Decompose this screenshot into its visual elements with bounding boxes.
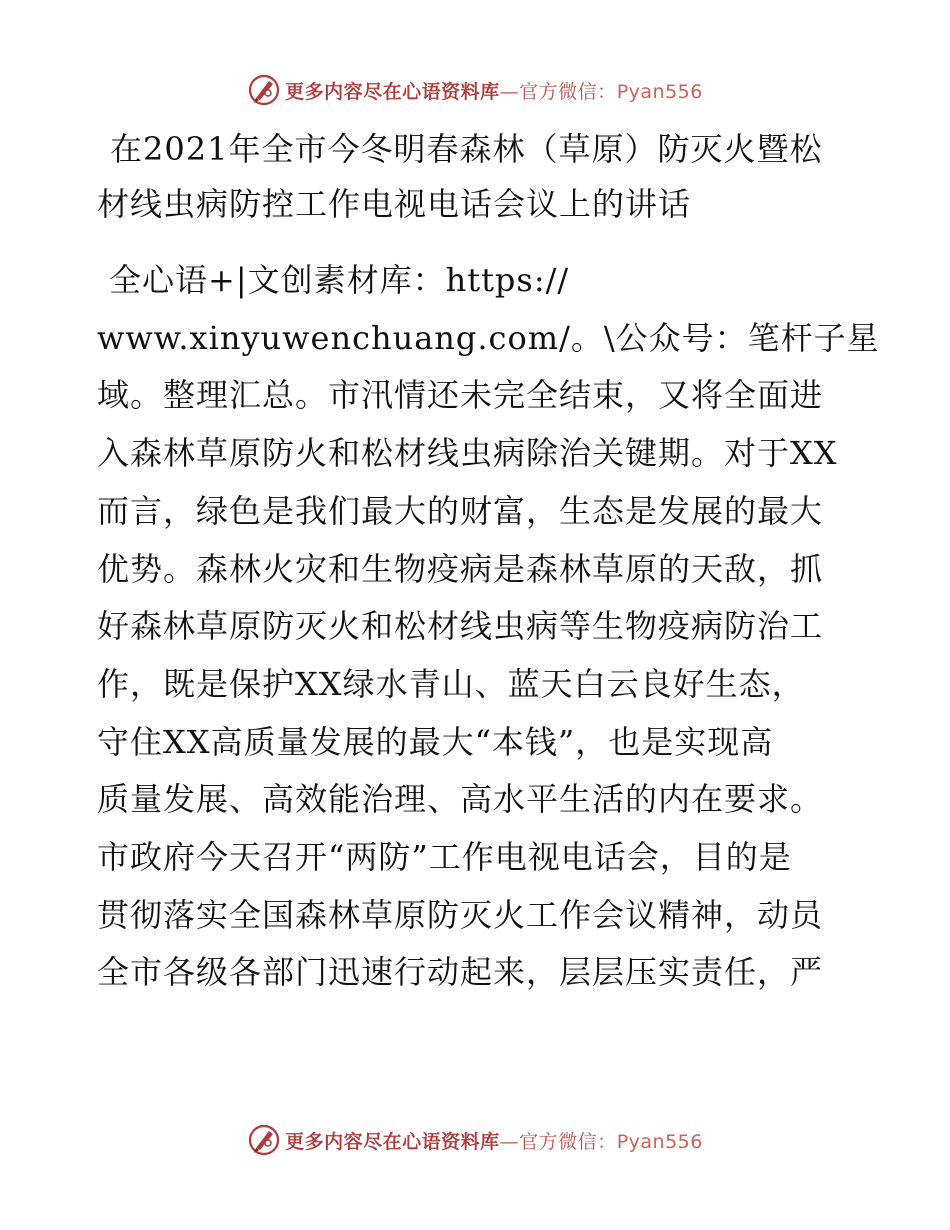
body-line: www.xinyuwenchuang.com/。\公众号：笔杆子星	[97, 318, 880, 357]
title-line-1: 在2021年全市今冬明春森林（草原）防灭火暨松	[110, 130, 823, 168]
banner-main-text: 更多内容尽在心语资料库	[285, 80, 500, 103]
quill-pen-logo-icon	[247, 1123, 281, 1157]
body-line: 入森林草原防火和松材线虫病除治关键期。对于XX	[97, 434, 838, 473]
body-line: 好森林草原防灭火和松材线虫病等生物疫病防治工	[97, 607, 824, 646]
body-line: 而言，绿色是我们最大的财富，生态是发展的最大	[97, 491, 824, 530]
quill-pen-logo-icon	[247, 73, 281, 107]
body-line: 质量发展、高效能治理、高水平生活的内在要求。	[97, 780, 824, 819]
body-line: 守住XX高质量发展的最大“本钱”，也是实现高	[97, 722, 774, 761]
banner-caption	[285, 77, 703, 104]
document-body	[97, 252, 880, 1002]
banner-dash-text: —官方微信：	[499, 80, 617, 103]
body-line: 域。整理汇总。市汛情还未完全结束，又将全面进	[97, 376, 824, 415]
footer-banner	[0, 1120, 950, 1160]
body-line: 作，既是保护XX绿水青山、蓝天白云良好生态，	[97, 664, 805, 703]
body-line: 市政府今天召开“两防”工作电视电话会，目的是	[97, 838, 792, 877]
body-line: 贯彻落实全国森林草原防灭火工作会议精神，动员	[97, 895, 824, 934]
body-line: 全心语+|文创素材库：https://	[109, 261, 570, 299]
header-banner	[0, 70, 950, 110]
title-line-2: 材线虫病防控工作电视电话会议上的讲话	[97, 185, 692, 223]
banner-caption	[285, 1127, 703, 1154]
banner-main-text: 更多内容尽在心语资料库	[285, 1130, 500, 1153]
banner-dash-text: —官方微信：	[499, 1130, 617, 1153]
document-title	[97, 122, 870, 232]
body-line: 优势。森林火灾和生物疫病是森林草原的天敌，抓	[97, 549, 824, 588]
banner-wechat-id: Pyan556	[616, 80, 703, 103]
banner-wechat-id: Pyan556	[616, 1130, 703, 1153]
body-line: 全市各级各部门迅速行动起来，层层压实责任，严	[97, 953, 824, 992]
